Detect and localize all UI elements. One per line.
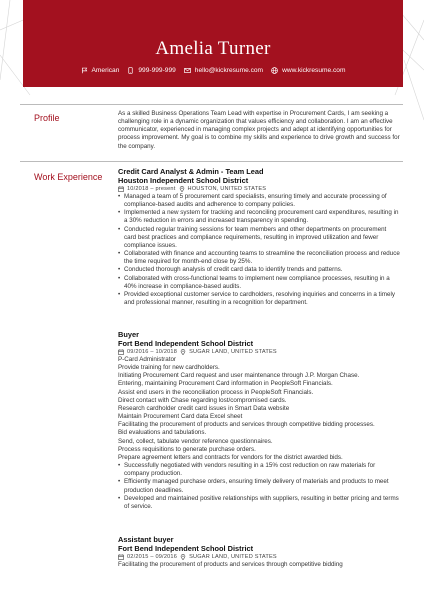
job-bullets xyxy=(118,462,400,511)
bullet-item: • Developed and maintained positive relationships with suppliers, resulting in better pricing and terms of service. xyxy=(118,495,400,511)
description-line: Direct contact with Chase regarding lost/compromised cards. xyxy=(118,396,287,404)
profile-heading: Profile xyxy=(34,113,60,123)
phone-icon xyxy=(127,67,134,74)
flag-icon xyxy=(81,67,88,74)
job-company: Houston Independent School District xyxy=(118,175,249,185)
description-line: Maintain Procurement Card data Excel sheet xyxy=(118,413,243,421)
calendar-icon xyxy=(118,186,124,192)
description-line: Provide training for new cardholders. xyxy=(118,364,220,372)
location-pin-icon xyxy=(180,554,186,560)
header-banner xyxy=(23,0,403,87)
job-entry-3 xyxy=(118,536,400,569)
description-line: Facilitating the procurement of products and services through competitive bidding xyxy=(118,561,343,568)
nationality-text: American xyxy=(91,67,120,74)
bullet-item: • Collaborated with cross-functional teams to implement new compliance processes, resulting in a 40% increase in compliance-based audits. xyxy=(118,275,400,291)
nationality-item xyxy=(81,67,120,74)
bullet-item: • Successfully negotiated with vendors resulting in a 15% cost reduction on raw materials for company production. xyxy=(118,462,400,478)
job-bullets xyxy=(118,193,400,307)
contact-bar xyxy=(23,67,403,74)
phone-item xyxy=(127,67,175,74)
bullet-item: • Conducted regular training sessions for team members and other departments on procurement card best practices and compliance requirements, resulting in improved utilization and fewer compliance issues. xyxy=(118,226,400,250)
email-item[interactable] xyxy=(184,67,263,74)
work-divider xyxy=(20,161,403,162)
bullet-item: • Collaborated with finance and accounting teams to streamline the reconciliation process and reduce the time required for month-end close by 25%. xyxy=(118,250,400,266)
job-entry-1 xyxy=(118,168,400,307)
calendar-icon xyxy=(118,554,124,560)
profile-divider xyxy=(20,104,403,105)
job-dates: 10/2018 – present xyxy=(127,186,176,192)
work-heading: Work Experience xyxy=(34,172,103,182)
description-line: Research cardholder credit card issues in Smart Data website xyxy=(118,404,290,412)
job-location: HOUSTON, UNITED STATES xyxy=(187,186,267,192)
description-line: Process requisitions to generate purchase orders. xyxy=(118,445,256,453)
job-location: SUGAR LAND, UNITED STATES xyxy=(189,349,277,355)
job-location: SUGAR LAND, UNITED STATES xyxy=(189,554,277,560)
job-dates: 02/2015 – 09/2016 xyxy=(127,554,178,560)
job-meta xyxy=(118,185,400,193)
description-line: Bid evaluations and tabulations. xyxy=(118,429,207,437)
job-title: Assistant buyer xyxy=(118,535,174,544)
email-link[interactable]: hello@kickresume.com xyxy=(194,67,264,74)
location-pin-icon xyxy=(179,186,185,192)
bullet-item: • Implemented a new system for tracking and reconciling procurement card expenditures, resulting in a 30% reduction in errors and increased transparency in spending. xyxy=(118,209,400,225)
website-link[interactable]: www.kickresume.com xyxy=(282,67,346,74)
description-line: Send, collect, tabulate vendor reference questionnaires. xyxy=(118,437,273,445)
description-line: Entering, maintaining Procurement Card information in PeopleSoft Financials. xyxy=(118,380,333,388)
email-icon xyxy=(184,67,191,74)
description-line: Facilitating the procurement of products and services through competitive bidding processes. xyxy=(118,421,375,429)
profile-summary: As a skilled Business Operations Team Lead with expertise in Procurement Cards, I am seeking a challenging role in a dynamic organization that values efficiency and collaboration. I am an effective communicator, experienced in managing complex projects and adept at identifying opportunities for process improvement. My goal is to combine my skills and experience to drive growth and success for the company. xyxy=(118,110,400,150)
job-title: Buyer xyxy=(118,330,139,339)
candidate-name: Amelia Turner xyxy=(155,38,271,59)
job-company: Fort Bend Independent School District xyxy=(118,338,254,348)
job-description xyxy=(118,356,400,462)
job-company: Fort Bend Independent School District xyxy=(118,543,254,553)
website-item[interactable] xyxy=(271,67,345,74)
calendar-icon xyxy=(118,349,124,355)
bullet-item: • Efficiently managed purchase orders, ensuring timely delivery of materials and products to meet production deadlines. xyxy=(118,478,400,494)
bullet-item: • Managed a team of 5 procurement card specialists, ensuring timely and accurate processing of compliance-based audits and adherence to company policies. xyxy=(118,193,400,209)
globe-icon xyxy=(271,67,278,74)
job-meta xyxy=(118,348,400,356)
job-meta xyxy=(118,553,400,561)
job-title: Credit Card Analyst & Admin - Team Lead xyxy=(118,167,264,176)
job-description xyxy=(118,561,400,569)
bullet-item: • Provided exceptional customer service to cardholders, resolving inquiries and concerns in a timely and professional manner, resulting in a recognition for department. xyxy=(118,291,400,307)
description-line: Prepare agreement letters and contracts for vendors for the district awarded bids. xyxy=(118,453,343,461)
job-dates: 09/2016 – 10/2018 xyxy=(127,349,178,355)
description-line: Assist end users in the reconciliation process in PeopleSoft Financials. xyxy=(118,388,314,396)
description-line: P-Card Administrator xyxy=(118,356,177,363)
description-line: Initiating Procurement Card request and user maintenance through J.P. Morgan Chase. xyxy=(118,372,360,380)
location-pin-icon xyxy=(180,349,186,355)
phone-text: 999-999-999 xyxy=(138,67,176,74)
bullet-item: • Conducted thorough analysis of credit card data to identify trends and patterns. xyxy=(118,266,400,274)
job-entry-2 xyxy=(118,331,400,511)
